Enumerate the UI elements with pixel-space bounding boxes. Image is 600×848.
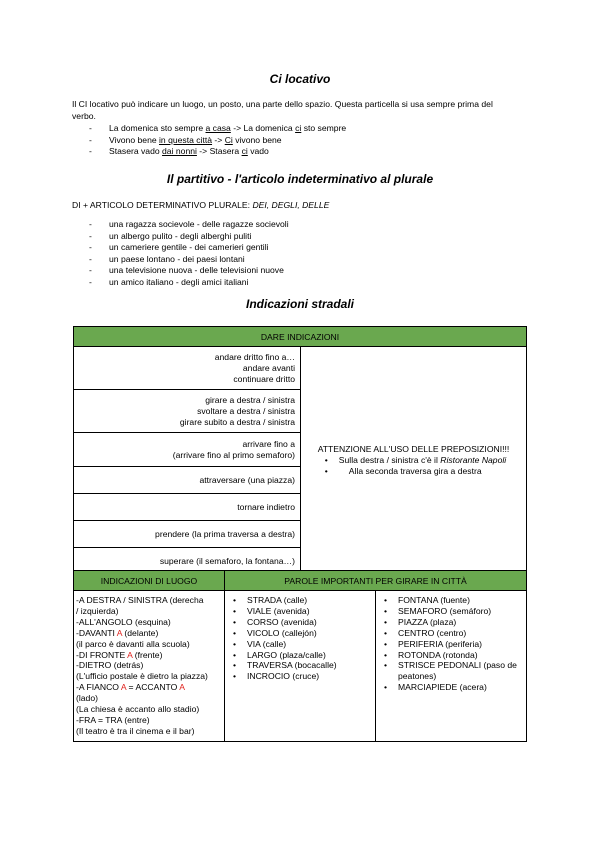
table-cell: attraversare (una piazza) bbox=[74, 467, 301, 494]
note-title: ATTENZIONE ALL'USO DELLE PREPOSIZIONI!!! bbox=[317, 444, 510, 455]
list-item: • TRAVERSA (bocacalle) bbox=[229, 660, 373, 671]
indicazioni-luogo-table bbox=[73, 570, 527, 742]
list-item: • Sulla destra / sinistra c'è il Ristorante Napoli bbox=[321, 455, 506, 466]
list-item: • FONTANA (fuente) bbox=[380, 595, 524, 606]
list-item: - una ragazza socievole - delle ragazze socievoli bbox=[89, 219, 289, 231]
table-header: PAROLE IMPORTANTI PER GIRARE IN CITTÀ bbox=[225, 571, 527, 591]
title-partitivo: Il partitivo - l'articolo indeterminativo al plurale bbox=[166, 172, 434, 186]
list-item: • PERIFERIA (periferia) bbox=[380, 639, 524, 650]
intro-line-1: Il CI locativo può indicare un luogo, un posto, una parte dello spazio. Questa particella si usa sempre prima del bbox=[72, 99, 493, 109]
list-item: • ROTONDA (rotonda) bbox=[380, 650, 524, 661]
parole-cell-2 bbox=[376, 591, 527, 742]
table-header: INDICAZIONI DI LUOGO bbox=[74, 571, 225, 591]
list-item: • CORSO (avenida) bbox=[229, 617, 373, 628]
list-item: • VIA (calle) bbox=[229, 639, 373, 650]
list-item: - La domenica sto sempre a casa -> La domenica ci sto sempre bbox=[89, 123, 346, 135]
partitivo-examples-list bbox=[89, 219, 289, 288]
ci-examples-list bbox=[89, 123, 346, 158]
list-item: • VIALE (avenida) bbox=[229, 606, 373, 617]
list-item: • Alla seconda traversa gira a destra bbox=[321, 466, 506, 477]
table-cell: tornare indietro bbox=[74, 494, 301, 521]
list-item: - Vivono bene in questa città -> Ci vivono bene bbox=[89, 135, 346, 147]
luogo-cell: -A DESTRA / SINISTRA (derecha / izquierda) -ALL'ANGOLO (esquina) -DAVANTI A (delante) (il parco è davanti alla scuola) -DI FRONTE A (frente) -DIETRO (detrás) (L'ufficio postale è dietro la piazza) -A FIANCO A = ACCANTO A (lado) (La chiesa è accanto allo stadio) -FRA = TRA (entre) (Il teatro è tra il cinema e il bar) bbox=[74, 591, 225, 742]
preposizioni-note bbox=[301, 347, 527, 575]
list-item: • LARGO (plaza/calle) bbox=[229, 650, 373, 661]
list-item: • CENTRO (centro) bbox=[380, 628, 524, 639]
title-ci-locativo: Ci locativo bbox=[269, 72, 331, 86]
partitivo-rule: DI + ARTICOLO DETERMINATIVO PLURALE: DEI, DEGLI, DELLE bbox=[72, 200, 330, 210]
list-item: - un paese lontano - dei paesi lontani bbox=[89, 254, 289, 266]
table-header: DARE INDICAZIONI bbox=[74, 327, 527, 347]
table-cell: andare dritto fino a… andare avanti continuare dritto bbox=[74, 347, 301, 390]
table-cell: girare a destra / sinistra svoltare a destra / sinistra girare subito a destra / sinistra bbox=[74, 390, 301, 433]
parole-cell-1 bbox=[225, 591, 376, 742]
title-indicazioni-stradali: Indicazioni stradali bbox=[245, 297, 355, 311]
table-cell: arrivare fino a (arrivare fino al primo semaforo) bbox=[74, 433, 301, 467]
list-item: • VICOLO (callejón) bbox=[229, 628, 373, 639]
list-item: - un amico italiano - degli amici italiani bbox=[89, 277, 289, 289]
list-item: - una televisione nuova - delle televisioni nuove bbox=[89, 265, 289, 277]
list-item: • PIAZZA (plaza) bbox=[380, 617, 524, 628]
list-item: • SEMAFORO (semáforo) bbox=[380, 606, 524, 617]
table-cell: superare (il semaforo, la fontana…) bbox=[74, 548, 301, 575]
list-item: - un albergo pulito - degli alberghi puliti bbox=[89, 231, 289, 243]
list-item: • STRISCE PEDONALI (paso de peatones) bbox=[380, 660, 524, 682]
dare-indicazioni-table bbox=[73, 326, 527, 575]
list-item: • STRADA (calle) bbox=[229, 595, 373, 606]
list-item: • INCROCIO (cruce) bbox=[229, 671, 373, 682]
list-item: - un cameriere gentile - dei camerieri gentili bbox=[89, 242, 289, 254]
table-cell: prendere (la prima traversa a destra) bbox=[74, 521, 301, 548]
intro-line-2: verbo. bbox=[72, 111, 96, 121]
list-item: - Stasera vado dai nonni -> Stasera ci vado bbox=[89, 146, 346, 158]
list-item: • MARCIAPIEDE (acera) bbox=[380, 682, 524, 693]
